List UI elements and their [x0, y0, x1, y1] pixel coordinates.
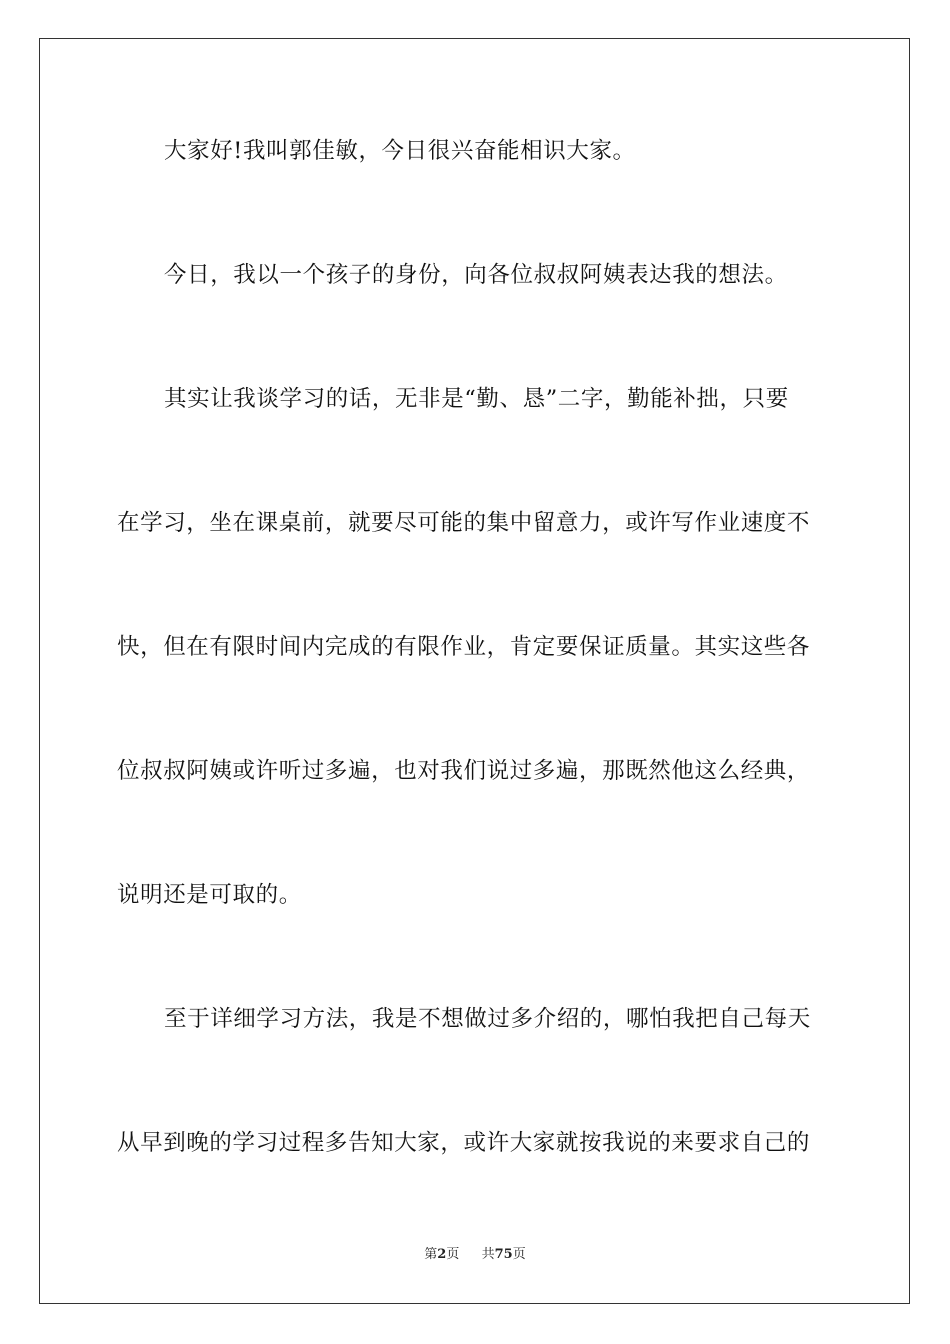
paragraph-line-5: 快，但在有限时间内完成的有限作业，肯定要保证质量。其实这些各 — [117, 634, 811, 660]
page-footer — [0, 1246, 950, 1264]
paragraph-line-1: 大家好!我叫郭佳敏，今日很兴奋能相识大家。 — [164, 138, 636, 164]
paragraph-line-2: 今日，我以一个孩子的身份，向各位叔叔阿姨表达我的想法。 — [164, 262, 788, 288]
paragraph-line-7: 说明还是可取的。 — [117, 882, 302, 908]
page-label-suffix: 页 — [446, 1247, 460, 1262]
page-label-prefix: 第 — [424, 1247, 438, 1262]
paragraph-line-3: 其实让我谈学习的话，无非是“勤、恳”二字，勤能补拙，只要 — [164, 386, 789, 412]
paragraph-line-6: 位叔叔阿姨或许听过多遍，也对我们说过多遍，那既然他这么经典， — [117, 758, 811, 784]
page-border — [39, 38, 910, 1304]
paragraph-line-4: 在学习，坐在课桌前，就要尽可能的集中留意力，或许写作业速度不 — [117, 510, 811, 536]
page-number: 2 — [437, 1247, 447, 1262]
total-label-suffix: 页 — [512, 1247, 526, 1262]
paragraph-line-9: 从早到晚的学习过程多告知大家，或许大家就按我说的来要求自己的 — [117, 1130, 811, 1156]
total-label-prefix: 共 — [481, 1247, 495, 1262]
total-page-count: 75 — [494, 1247, 513, 1262]
paragraph-line-8: 至于详细学习方法，我是不想做过多介绍的，哪怕我把自己每天 — [164, 1006, 811, 1032]
